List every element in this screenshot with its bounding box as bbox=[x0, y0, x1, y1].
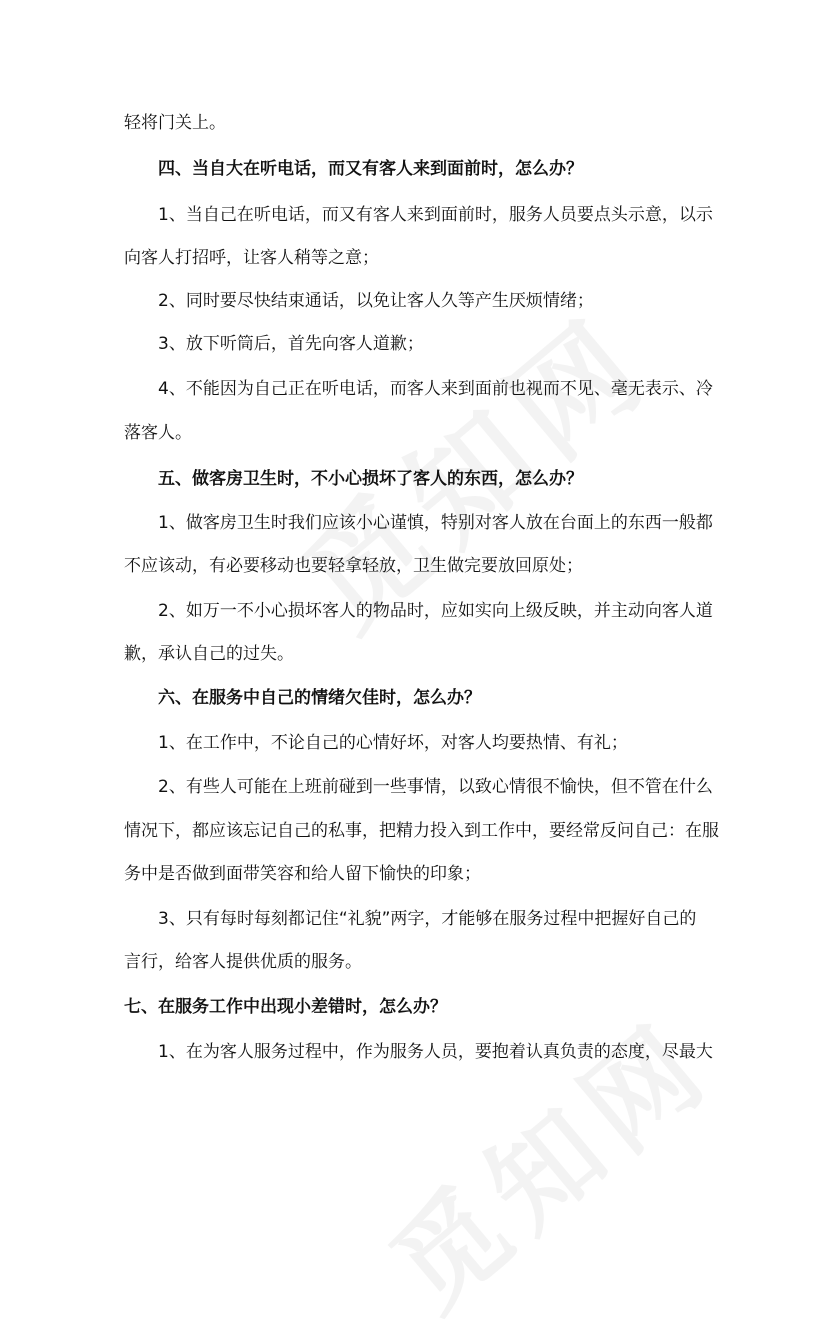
paragraph-line: 1、在为客人服务过程中，作为服务人员，要抱着认真负责的态度，尽最大 bbox=[158, 1042, 713, 1062]
section-heading-5: 五、做客房卫生时，不小心损坏了客人的东西，怎么办？ bbox=[158, 469, 583, 489]
paragraph-line: 轻将门关上。 bbox=[124, 113, 226, 133]
paragraph-line: 2、同时要尽快结束通话，以免让客人久等产生厌烦情绪； bbox=[158, 291, 594, 311]
watermark bbox=[353, 979, 740, 1339]
paragraph-line: 向客人打招呼，让客人稍等之意； bbox=[124, 248, 379, 268]
paragraph-line: 言行，给客人提供优质的服务。 bbox=[124, 952, 362, 972]
paragraph-line: 情况下，都应该忘记自己的私事，把精力投入到工作中，要经常反问自己：在服 bbox=[124, 821, 719, 841]
section-heading-4: 四、当自大在听电话，而又有客人来到面前时，怎么办？ bbox=[158, 159, 583, 179]
section-heading-6: 六、在服务中自己的情绪欠佳时，怎么办？ bbox=[158, 688, 481, 708]
paragraph-line: 不应该动，有必要移动也要轻拿轻放，卫生做完要放回原处； bbox=[124, 556, 583, 576]
paragraph-line: 4、不能因为自己正在听电话，而客人来到面前也视而不见、毫无表示、冷 bbox=[158, 379, 713, 399]
paragraph-line: 1、做客房卫生时我们应该小心谨慎，特别对客人放在台面上的东西一般都 bbox=[158, 513, 713, 533]
paragraph-line: 落客人。 bbox=[124, 423, 192, 443]
paragraph-line: 3、只有每时每刻都记住“礼貌”两字，才能够在服务过程中把握好自己的 bbox=[158, 909, 697, 929]
paragraph-line: 2、如万一不小心损坏客人的物品时，应如实向上级反映，并主动向客人道 bbox=[158, 601, 713, 621]
paragraph-line: 2、有些人可能在上班前碰到一些事情，以致心情很不愉快，但不管在什么 bbox=[158, 777, 713, 797]
paragraph-line: 3、放下听筒后，首先向客人道歉； bbox=[158, 334, 424, 354]
paragraph-line: 1、当自己在听电话，而又有客人来到面前时，服务人员要点头示意，以示 bbox=[158, 205, 713, 225]
paragraph-line: 务中是否做到面带笑容和给人留下愉快的印象； bbox=[124, 864, 481, 884]
section-heading-7: 七、在服务工作中出现小差错时，怎么办？ bbox=[124, 997, 447, 1017]
paragraph-line: 歉，承认自己的过失。 bbox=[124, 644, 294, 664]
paragraph-line: 1、在工作中，不论自己的心情好坏，对客人均要热情、有礼； bbox=[158, 733, 628, 753]
